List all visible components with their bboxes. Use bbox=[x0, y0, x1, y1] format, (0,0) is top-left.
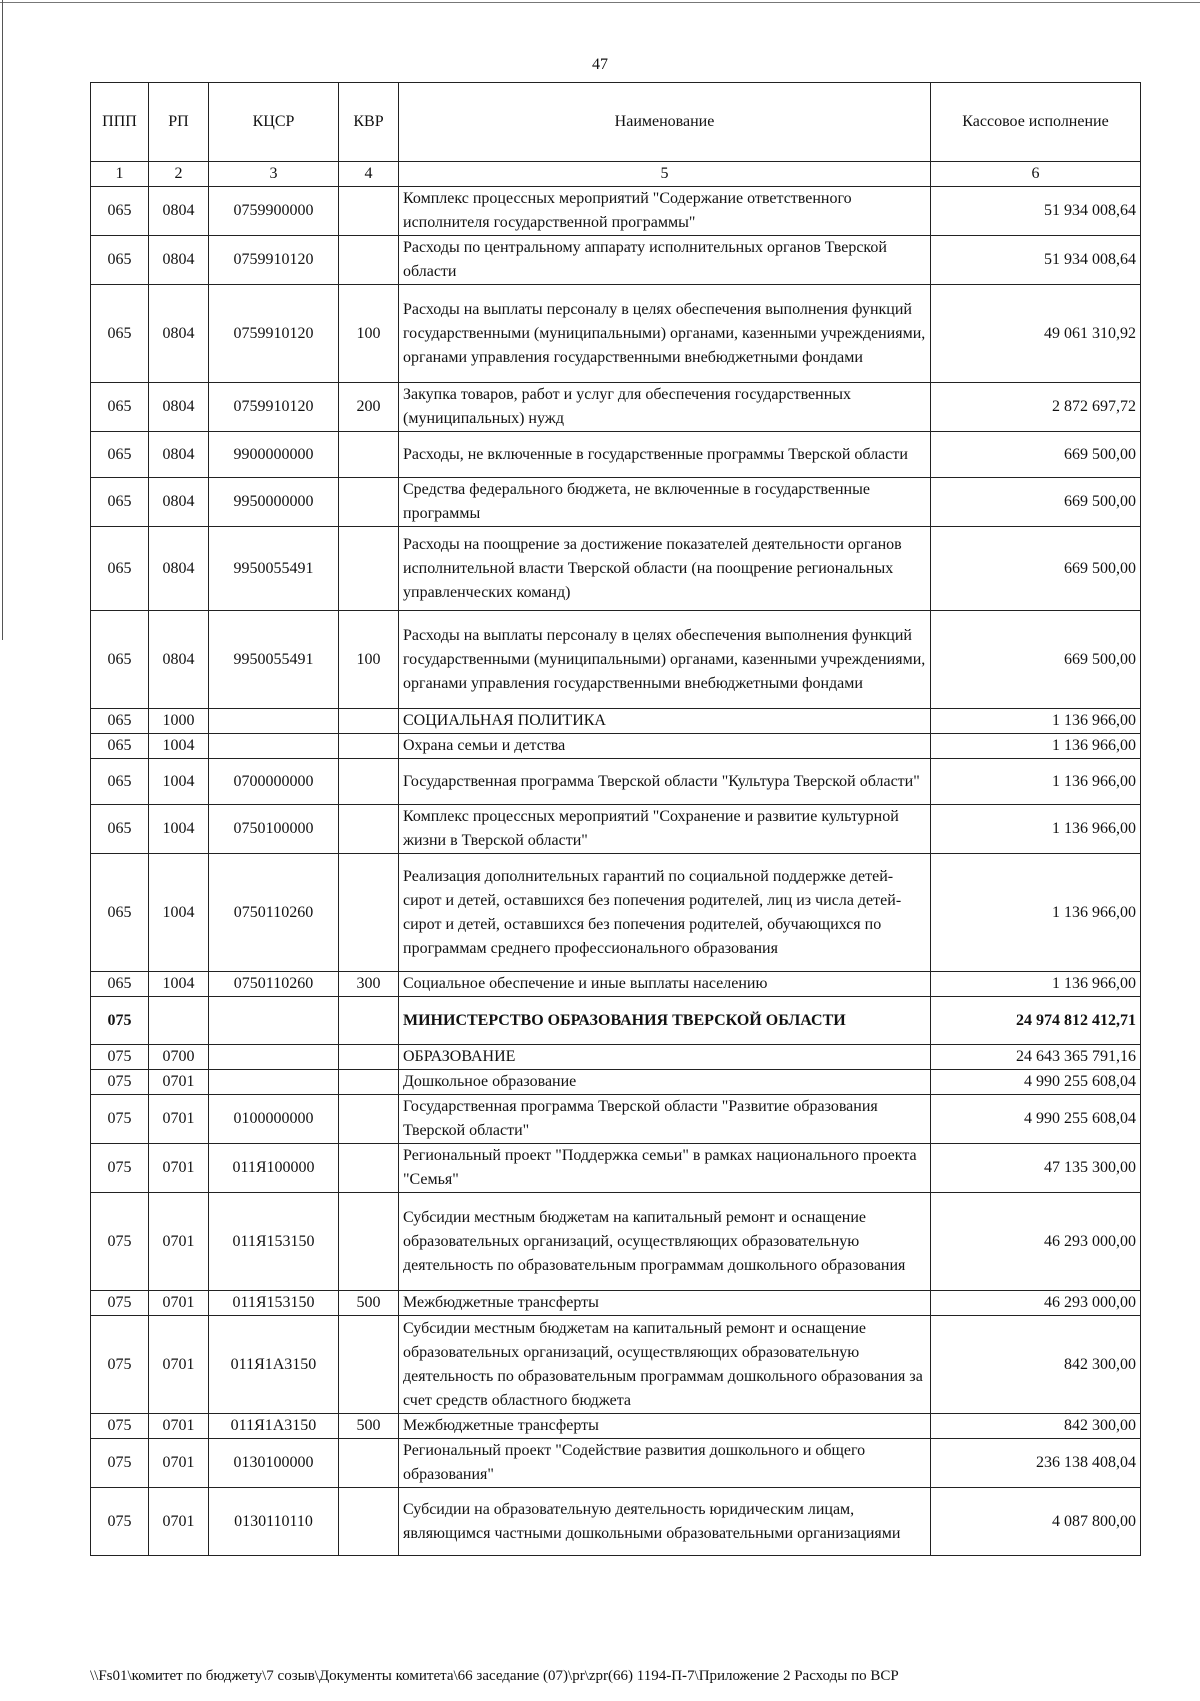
header-ppp: ППП bbox=[91, 83, 149, 162]
cell-ppp: 065 bbox=[91, 854, 149, 972]
cell-kcsr bbox=[209, 1070, 339, 1095]
cell-rp: 1004 bbox=[149, 972, 209, 997]
cell-ppp: 065 bbox=[91, 527, 149, 611]
table-row bbox=[91, 997, 1141, 1045]
cell-kcsr: 0759910120 bbox=[209, 383, 339, 432]
cell-name: Комплекс процессных мероприятий "Сохранение и развитие культурной жизни в Тверской области" bbox=[399, 805, 931, 854]
cell-kcsr bbox=[209, 997, 339, 1045]
cell-amount: 842 300,00 bbox=[931, 1316, 1141, 1414]
cell-kcsr: 0759910120 bbox=[209, 236, 339, 285]
cell-ppp: 065 bbox=[91, 759, 149, 805]
cell-kvr bbox=[339, 1070, 399, 1095]
cell-rp: 0804 bbox=[149, 285, 209, 383]
cell-amount: 47 135 300,00 bbox=[931, 1144, 1141, 1193]
cell-rp: 0701 bbox=[149, 1291, 209, 1316]
cell-rp: 0804 bbox=[149, 236, 209, 285]
cell-ppp: 075 bbox=[91, 1144, 149, 1193]
cell-kcsr: 011Я1А3150 bbox=[209, 1316, 339, 1414]
cell-rp: 0804 bbox=[149, 383, 209, 432]
column-number: 4 bbox=[339, 162, 399, 187]
cell-amount: 236 138 408,04 bbox=[931, 1439, 1141, 1488]
cell-kvr bbox=[339, 997, 399, 1045]
cell-kvr bbox=[339, 805, 399, 854]
cell-ppp: 065 bbox=[91, 478, 149, 527]
cell-ppp: 065 bbox=[91, 236, 149, 285]
cell-rp: 0804 bbox=[149, 527, 209, 611]
cell-kvr bbox=[339, 1095, 399, 1144]
cell-name: Государственная программа Тверской области "Культура Тверской области" bbox=[399, 759, 931, 805]
cell-kvr bbox=[339, 709, 399, 734]
expenditure-table bbox=[90, 82, 1141, 1556]
cell-name: ОБРАЗОВАНИЕ bbox=[399, 1045, 931, 1070]
cell-rp: 0804 bbox=[149, 432, 209, 478]
table-row bbox=[91, 527, 1141, 611]
table-row bbox=[91, 1414, 1141, 1439]
table-row bbox=[91, 709, 1141, 734]
column-number: 2 bbox=[149, 162, 209, 187]
cell-kvr bbox=[339, 1439, 399, 1488]
cell-amount: 1 136 966,00 bbox=[931, 805, 1141, 854]
cell-rp: 1004 bbox=[149, 759, 209, 805]
cell-ppp: 065 bbox=[91, 805, 149, 854]
cell-amount: 4 990 255 608,04 bbox=[931, 1070, 1141, 1095]
cell-kvr bbox=[339, 478, 399, 527]
cell-amount: 1 136 966,00 bbox=[931, 709, 1141, 734]
page-number: 47 bbox=[592, 56, 608, 73]
cell-kcsr: 0130110110 bbox=[209, 1488, 339, 1556]
table-row bbox=[91, 611, 1141, 709]
cell-name: Межбюджетные трансферты bbox=[399, 1291, 931, 1316]
cell-amount: 49 061 310,92 bbox=[931, 285, 1141, 383]
cell-amount: 24 643 365 791,16 bbox=[931, 1045, 1141, 1070]
cell-name: Реализация дополнительных гарантий по социальной поддержке детей-сирот и детей, оставшихся без попечения родителей, лиц из числа детей-сирот и детей, оставшихся без попечения родителей, обучающихся по программам среднего профессионального образования bbox=[399, 854, 931, 972]
cell-amount: 46 293 000,00 bbox=[931, 1291, 1141, 1316]
table-row bbox=[91, 1193, 1141, 1291]
cell-kvr bbox=[339, 527, 399, 611]
header-row bbox=[91, 83, 1141, 162]
header-rp: РП bbox=[149, 83, 209, 162]
table-row bbox=[91, 383, 1141, 432]
table-row bbox=[91, 1488, 1141, 1556]
cell-amount: 669 500,00 bbox=[931, 611, 1141, 709]
cell-ppp: 065 bbox=[91, 383, 149, 432]
table-row bbox=[91, 285, 1141, 383]
cell-kvr bbox=[339, 1316, 399, 1414]
table-row bbox=[91, 759, 1141, 805]
cell-kvr bbox=[339, 1144, 399, 1193]
cell-rp: 0701 bbox=[149, 1316, 209, 1414]
cell-kvr bbox=[339, 854, 399, 972]
cell-name: Комплекс процессных мероприятий "Содержание ответственного исполнителя государственной программы" bbox=[399, 187, 931, 236]
cell-kcsr bbox=[209, 1045, 339, 1070]
cell-kvr bbox=[339, 734, 399, 759]
cell-kcsr: 0750100000 bbox=[209, 805, 339, 854]
header-amount: Кассовое исполнение bbox=[931, 83, 1141, 162]
cell-rp: 1004 bbox=[149, 854, 209, 972]
cell-kvr: 100 bbox=[339, 285, 399, 383]
cell-ppp: 075 bbox=[91, 997, 149, 1045]
cell-kcsr bbox=[209, 709, 339, 734]
cell-kcsr: 011Я153150 bbox=[209, 1193, 339, 1291]
cell-kvr bbox=[339, 236, 399, 285]
cell-kcsr: 9900000000 bbox=[209, 432, 339, 478]
cell-amount: 46 293 000,00 bbox=[931, 1193, 1141, 1291]
cell-name: Социальное обеспечение и иные выплаты населению bbox=[399, 972, 931, 997]
cell-rp: 1004 bbox=[149, 805, 209, 854]
header-kvr: КВР bbox=[339, 83, 399, 162]
scan-edge-left bbox=[2, 0, 3, 640]
cell-rp: 0804 bbox=[149, 611, 209, 709]
cell-rp: 0701 bbox=[149, 1070, 209, 1095]
cell-kvr bbox=[339, 1045, 399, 1070]
cell-amount: 4 087 800,00 bbox=[931, 1488, 1141, 1556]
cell-amount: 1 136 966,00 bbox=[931, 734, 1141, 759]
cell-amount: 669 500,00 bbox=[931, 478, 1141, 527]
cell-kvr: 300 bbox=[339, 972, 399, 997]
table-row bbox=[91, 854, 1141, 972]
cell-ppp: 065 bbox=[91, 734, 149, 759]
cell-rp: 0700 bbox=[149, 1045, 209, 1070]
cell-name: Расходы, не включенные в государственные программы Тверской области bbox=[399, 432, 931, 478]
table-row bbox=[91, 1291, 1141, 1316]
cell-amount: 51 934 008,64 bbox=[931, 187, 1141, 236]
cell-kvr: 100 bbox=[339, 611, 399, 709]
cell-ppp: 065 bbox=[91, 285, 149, 383]
cell-ppp: 075 bbox=[91, 1316, 149, 1414]
cell-kcsr: 9950055491 bbox=[209, 527, 339, 611]
cell-ppp: 075 bbox=[91, 1070, 149, 1095]
cell-kcsr: 0750110260 bbox=[209, 972, 339, 997]
cell-kvr bbox=[339, 187, 399, 236]
cell-ppp: 065 bbox=[91, 709, 149, 734]
table-row bbox=[91, 1439, 1141, 1488]
cell-ppp: 075 bbox=[91, 1095, 149, 1144]
table-row bbox=[91, 187, 1141, 236]
cell-kcsr: 011Я1А3150 bbox=[209, 1414, 339, 1439]
cell-kcsr bbox=[209, 734, 339, 759]
cell-ppp: 065 bbox=[91, 972, 149, 997]
cell-kcsr: 0700000000 bbox=[209, 759, 339, 805]
cell-name: Охрана семьи и детства bbox=[399, 734, 931, 759]
cell-kvr bbox=[339, 1488, 399, 1556]
cell-rp: 1000 bbox=[149, 709, 209, 734]
cell-kcsr: 011Я153150 bbox=[209, 1291, 339, 1316]
cell-name: Субсидии местным бюджетам на капитальный ремонт и оснащение образовательных организаций, осуществляющих образовательную деятельность по образовательным программам дошкольного образования за счет средств областного бюджета bbox=[399, 1316, 931, 1414]
header-kcsr: КЦСР bbox=[209, 83, 339, 162]
cell-name: Дошкольное образование bbox=[399, 1070, 931, 1095]
scan-edge-top bbox=[0, 2, 1200, 3]
cell-kcsr: 0759910120 bbox=[209, 285, 339, 383]
cell-ppp: 075 bbox=[91, 1045, 149, 1070]
table-row bbox=[91, 236, 1141, 285]
cell-rp: 0701 bbox=[149, 1193, 209, 1291]
cell-rp: 0804 bbox=[149, 187, 209, 236]
cell-ppp: 075 bbox=[91, 1414, 149, 1439]
cell-name: Закупка товаров, работ и услуг для обеспечения государственных (муниципальных) нужд bbox=[399, 383, 931, 432]
cell-kcsr: 0100000000 bbox=[209, 1095, 339, 1144]
table-row bbox=[91, 734, 1141, 759]
cell-kcsr: 011Я100000 bbox=[209, 1144, 339, 1193]
column-number: 5 bbox=[399, 162, 931, 187]
cell-ppp: 075 bbox=[91, 1488, 149, 1556]
cell-name: Региональный проект "Содействие развития дошкольного и общего образования" bbox=[399, 1439, 931, 1488]
cell-name: Средства федерального бюджета, не включенные в государственные программы bbox=[399, 478, 931, 527]
cell-rp: 0701 bbox=[149, 1439, 209, 1488]
table-row bbox=[91, 432, 1141, 478]
table-row bbox=[91, 972, 1141, 997]
cell-name: Расходы по центральному аппарату исполнительных органов Тверской области bbox=[399, 236, 931, 285]
cell-kvr bbox=[339, 432, 399, 478]
cell-name: СОЦИАЛЬНАЯ ПОЛИТИКА bbox=[399, 709, 931, 734]
cell-name: Субсидии на образовательную деятельность юридическим лицам, являющимся частными дошкольными образовательными организациями bbox=[399, 1488, 931, 1556]
cell-amount: 669 500,00 bbox=[931, 527, 1141, 611]
cell-ppp: 075 bbox=[91, 1193, 149, 1291]
cell-rp: 0701 bbox=[149, 1095, 209, 1144]
cell-rp: 0701 bbox=[149, 1144, 209, 1193]
cell-kvr bbox=[339, 759, 399, 805]
cell-kvr bbox=[339, 1193, 399, 1291]
cell-name: Государственная программа Тверской области "Развитие образования Тверской области" bbox=[399, 1095, 931, 1144]
table-row bbox=[91, 1095, 1141, 1144]
cell-amount: 1 136 966,00 bbox=[931, 759, 1141, 805]
column-number-row bbox=[91, 162, 1141, 187]
table-body bbox=[91, 187, 1141, 1556]
cell-kcsr: 9950055491 bbox=[209, 611, 339, 709]
cell-ppp: 075 bbox=[91, 1439, 149, 1488]
cell-ppp: 075 bbox=[91, 1291, 149, 1316]
cell-ppp: 065 bbox=[91, 432, 149, 478]
cell-rp: 0701 bbox=[149, 1488, 209, 1556]
cell-name: Субсидии местным бюджетам на капитальный ремонт и оснащение образовательных организаций, осуществляющих образовательную деятельность по образовательным программам дошкольного образования bbox=[399, 1193, 931, 1291]
cell-kcsr: 0750110260 bbox=[209, 854, 339, 972]
cell-rp: 1004 bbox=[149, 734, 209, 759]
cell-amount: 24 974 812 412,71 bbox=[931, 997, 1141, 1045]
cell-rp: 0701 bbox=[149, 1414, 209, 1439]
cell-name: МИНИСТЕРСТВО ОБРАЗОВАНИЯ ТВЕРСКОЙ ОБЛАСТИ bbox=[399, 997, 931, 1045]
cell-name: Региональный проект "Поддержка семьи" в рамках национального проекта "Семья" bbox=[399, 1144, 931, 1193]
cell-kvr: 200 bbox=[339, 383, 399, 432]
table-row bbox=[91, 1070, 1141, 1095]
header-name: Наименование bbox=[399, 83, 931, 162]
column-number: 6 bbox=[931, 162, 1141, 187]
cell-kvr: 500 bbox=[339, 1291, 399, 1316]
table-row bbox=[91, 1144, 1141, 1193]
cell-kcsr: 9950000000 bbox=[209, 478, 339, 527]
cell-name: Расходы на выплаты персоналу в целях обеспечения выполнения функций государственными (муниципальными) органами, казенными учреждениями, органами управления государственными внебюджетными фондами bbox=[399, 285, 931, 383]
table-row bbox=[91, 1045, 1141, 1070]
cell-amount: 669 500,00 bbox=[931, 432, 1141, 478]
cell-ppp: 065 bbox=[91, 611, 149, 709]
table-row bbox=[91, 1316, 1141, 1414]
cell-ppp: 065 bbox=[91, 187, 149, 236]
column-number: 3 bbox=[209, 162, 339, 187]
cell-name: Расходы на выплаты персоналу в целях обеспечения выполнения функций государственными (муниципальными) органами, казенными учреждениями, органами управления государственными внебюджетными фондами bbox=[399, 611, 931, 709]
cell-kcsr: 0130100000 bbox=[209, 1439, 339, 1488]
cell-name: Расходы на поощрение за достижение показателей деятельности органов исполнительной власти Тверской области (на поощрение региональных управленческих команд) bbox=[399, 527, 931, 611]
cell-kcsr: 0759900000 bbox=[209, 187, 339, 236]
cell-amount: 1 136 966,00 bbox=[931, 854, 1141, 972]
column-number: 1 bbox=[91, 162, 149, 187]
cell-amount: 2 872 697,72 bbox=[931, 383, 1141, 432]
cell-amount: 842 300,00 bbox=[931, 1414, 1141, 1439]
cell-amount: 51 934 008,64 bbox=[931, 236, 1141, 285]
file-path-footer: \\Fs01\комитет по бюджету\7 созыв\Документы комитета\66 заседание (07)\pr\zpr(66) 1194-П-7\Приложение 2 Расходы по ВСР bbox=[90, 1668, 899, 1684]
cell-name: Межбюджетные трансферты bbox=[399, 1414, 931, 1439]
cell-rp bbox=[149, 997, 209, 1045]
cell-rp: 0804 bbox=[149, 478, 209, 527]
table-row bbox=[91, 805, 1141, 854]
cell-amount: 1 136 966,00 bbox=[931, 972, 1141, 997]
table-row bbox=[91, 478, 1141, 527]
cell-amount: 4 990 255 608,04 bbox=[931, 1095, 1141, 1144]
cell-kvr: 500 bbox=[339, 1414, 399, 1439]
